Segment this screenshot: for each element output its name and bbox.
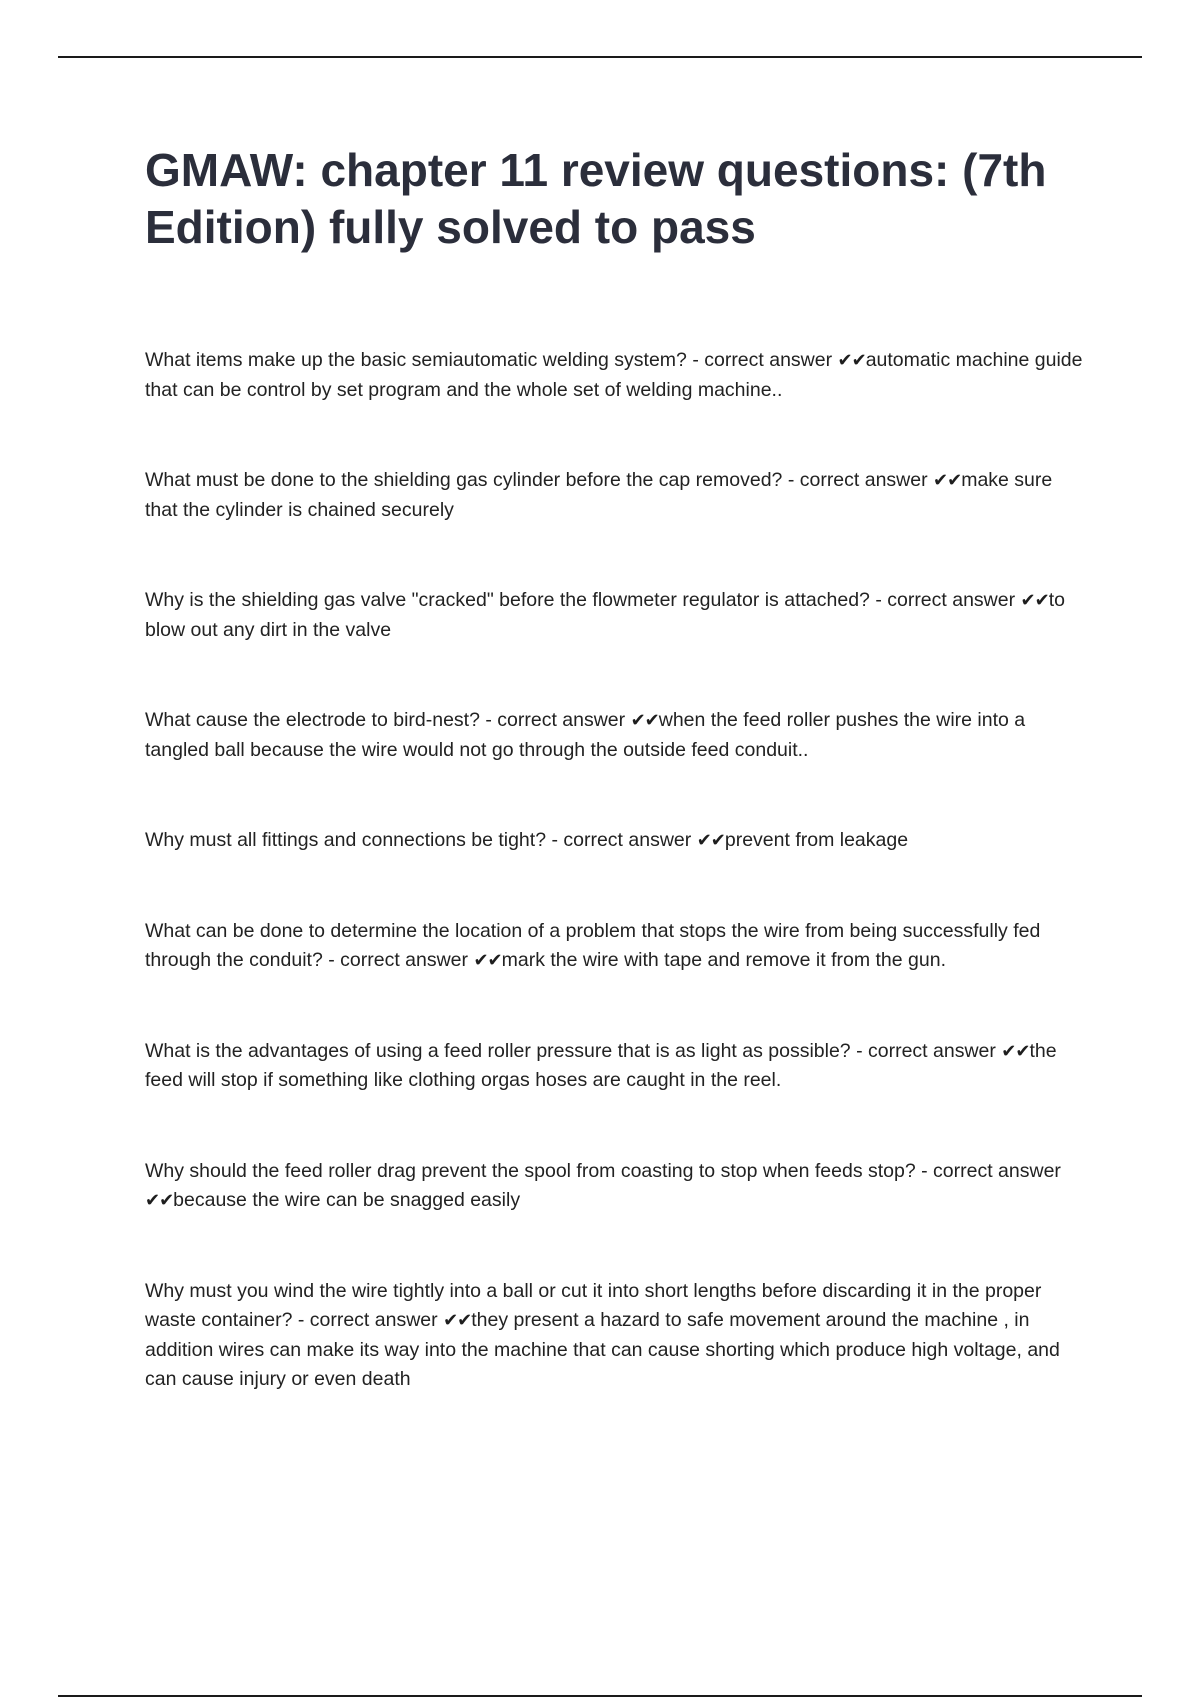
answer-text: prevent from leakage <box>724 829 909 851</box>
question-text: Why should the feed roller drag prevent the spool from coasting to stop when feeds stop? <box>145 1159 916 1182</box>
footer-rule <box>58 1695 1142 1697</box>
answer-text: automatic machine guide that can be control by set program and the whole set of welding machine.. <box>145 349 1083 401</box>
qa-item <box>145 1277 1090 1395</box>
answer-prefix: - correct answer <box>787 469 928 491</box>
answer-prefix: - correct answer <box>921 1159 1061 1182</box>
answer-prefix: - correct answer <box>297 1309 438 1331</box>
answer-text: the feed will stop if something like clothing orgas hoses are caught in the reel. <box>145 1039 1057 1091</box>
qa-item <box>145 706 1090 765</box>
question-text: Why is the shielding gas valve "cracked" before the flowmeter regulator is attached? <box>145 589 870 611</box>
qa-item <box>145 826 1090 856</box>
answer-prefix: - correct answer <box>692 349 833 371</box>
check-mark-icon: ✔✔ <box>145 1190 174 1211</box>
check-mark-icon: ✔✔ <box>696 830 725 851</box>
qa-item <box>145 917 1090 976</box>
answer-text: they present a hazard to safe movement around the machine , in addition wires can make its way into the machine that can cause shorting which produce high voltage, and can cause injury or even death <box>145 1309 1060 1390</box>
answer-text: make sure that the cylinder is chained securely <box>145 469 1053 521</box>
answer-prefix: - correct answer <box>856 1039 996 1062</box>
answer-prefix: - correct answer <box>485 709 626 731</box>
answer-text: because the wire can be snagged easily <box>173 1189 521 1211</box>
question-text: What cause the electrode to bird-nest? <box>145 709 480 731</box>
check-mark-icon: ✔✔ <box>630 710 659 731</box>
qa-item <box>145 586 1090 645</box>
answer-prefix: - correct answer <box>328 949 469 971</box>
question-text: What items make up the basic semiautomatic welding system? <box>145 349 687 371</box>
question-text: Why must all fittings and connections be tight? <box>145 829 547 851</box>
header-rule <box>58 56 1142 58</box>
qa-list <box>145 346 1090 1395</box>
check-mark-icon: ✔✔ <box>837 350 866 371</box>
answer-prefix: - correct answer <box>551 829 692 851</box>
answer-text: to blow out any dirt in the valve <box>145 589 1065 641</box>
check-mark-icon: ✔✔ <box>933 470 962 491</box>
check-mark-icon: ✔✔ <box>1020 590 1049 611</box>
question-text: What must be done to the shielding gas cylinder before the cap removed? <box>145 469 783 491</box>
answer-prefix: - correct answer <box>875 589 1016 611</box>
qa-item <box>145 466 1090 525</box>
qa-item <box>145 346 1090 405</box>
question-text: Why must you wind the wire tightly into a ball or cut it into short lengths before discarding it in the proper waste container? <box>145 1279 1042 1331</box>
answer-text: when the feed roller pushes the wire into a tangled ball because the wire would not go through the outside feed conduit.. <box>145 709 1026 761</box>
check-mark-icon: ✔✔ <box>473 950 502 971</box>
qa-item <box>145 1157 1090 1216</box>
page-title: GMAW: chapter 11 review questions: (7th Edition) fully solved to pass <box>145 144 1047 253</box>
check-mark-icon: ✔✔ <box>443 1310 472 1331</box>
question-text: What can be done to determine the location of a problem that stops the wire from being successfully fed through the conduit? <box>145 919 1041 971</box>
answer-text: mark the wire with tape and remove it from the gun. <box>501 949 946 971</box>
question-text: What is the advantages of using a feed roller pressure that is as light as possible? <box>145 1039 851 1062</box>
check-mark-icon: ✔✔ <box>1001 1040 1030 1062</box>
qa-item <box>145 1037 1090 1096</box>
